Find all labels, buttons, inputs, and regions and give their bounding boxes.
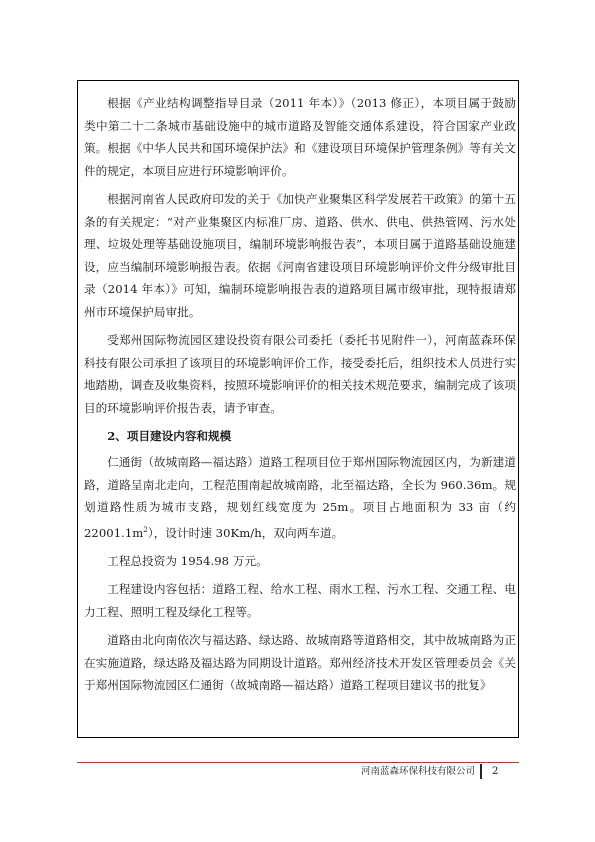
paragraph-intersections: 道路由北向南依次与福达路、绿达路、故城南路等道路相交，其中故城南路为正在实施道路，绿达路及福达路为同期设计道路。郑州经济技术开发区管理委员会《关于郑州国际物流园区仁通街（故城南路—福达路）道路工程项目建议书的批复》 — [84, 633, 516, 693]
paragraph-project-location — [84, 451, 516, 544]
superscript-2: 2 — [143, 525, 148, 534]
paragraph-industry-policy: 根据《产业结构调整指导目录（2011 年本）》（2013 修正），本项目属于鼓励类中第二十二条城市基础设施中的城市道路及智能交通体系建设，符合国家产业政策。根据《中华人民共和国环境保护法》和《建设项目环境保护管理条例》等有关文件的规定，本项目应进行环境影响评价。 — [84, 96, 516, 178]
section-heading: 2、项目建设内容和规模 — [107, 429, 232, 443]
footer-rule — [77, 762, 519, 763]
page-number: 2 — [492, 766, 499, 777]
paragraph-construction-content: 工程建设内容包括：道路工程、给水工程、雨水工程、污水工程、交通工程、电力工程、照明工程及绿化工程等。 — [84, 582, 516, 619]
footer-separator — [480, 764, 482, 779]
project-location-text: 仁通街（故城南路—福达路）道路工程项目位于郑州国际物流园区内，为新建道路，道路呈南北走向，工程范围南起故城南路，北至福达路，全长为 960.36m。规划道路性质为城市支路，规划红线宽度为 25m。项目占地面积为 33 亩（约 22001.1m — [84, 455, 516, 540]
project-location-text-end: ），设计时速 30Km/h，双向两车道。 — [147, 525, 344, 540]
footer-company-name: 河南蓝森环保科技有限公司 — [360, 766, 475, 777]
paragraph-provincial-policy: 根据河南省人民政府印发的关于《加快产业聚集区科学发展若干政策》的第十五条的有关规定：“对产业集聚区内标准厂房、道路、供水、供电、供热管网、污水处理、垃圾处理等基础设施项目，编制环境影响报告表”，本项目属于道路基础设施建设，应当编制环境影响报告表。依据《河南省建设项目环境影响评价文件分级审批目录（2014 年本）》可知，编制环境影响报告表的道路项目属市级审批，现特报请郑州市环境保护局审批。 — [84, 192, 516, 319]
document-body — [84, 92, 516, 703]
paragraph-investment: 工程总投资为 1954.98 万元。 — [107, 553, 268, 568]
paragraph-commission: 受郑州国际物流园区建设投资有限公司委托（委托书见附件一），河南蓝森环保科技有限公司承担了该项目的环境影响评价工作，接受委托后，组织技术人员进行实地踏勘，调查及收集资料，按照环境影响评价的相关技术规范要求，编制完成了该项目的环境影响评价报告表，请予审查。 — [84, 333, 516, 415]
